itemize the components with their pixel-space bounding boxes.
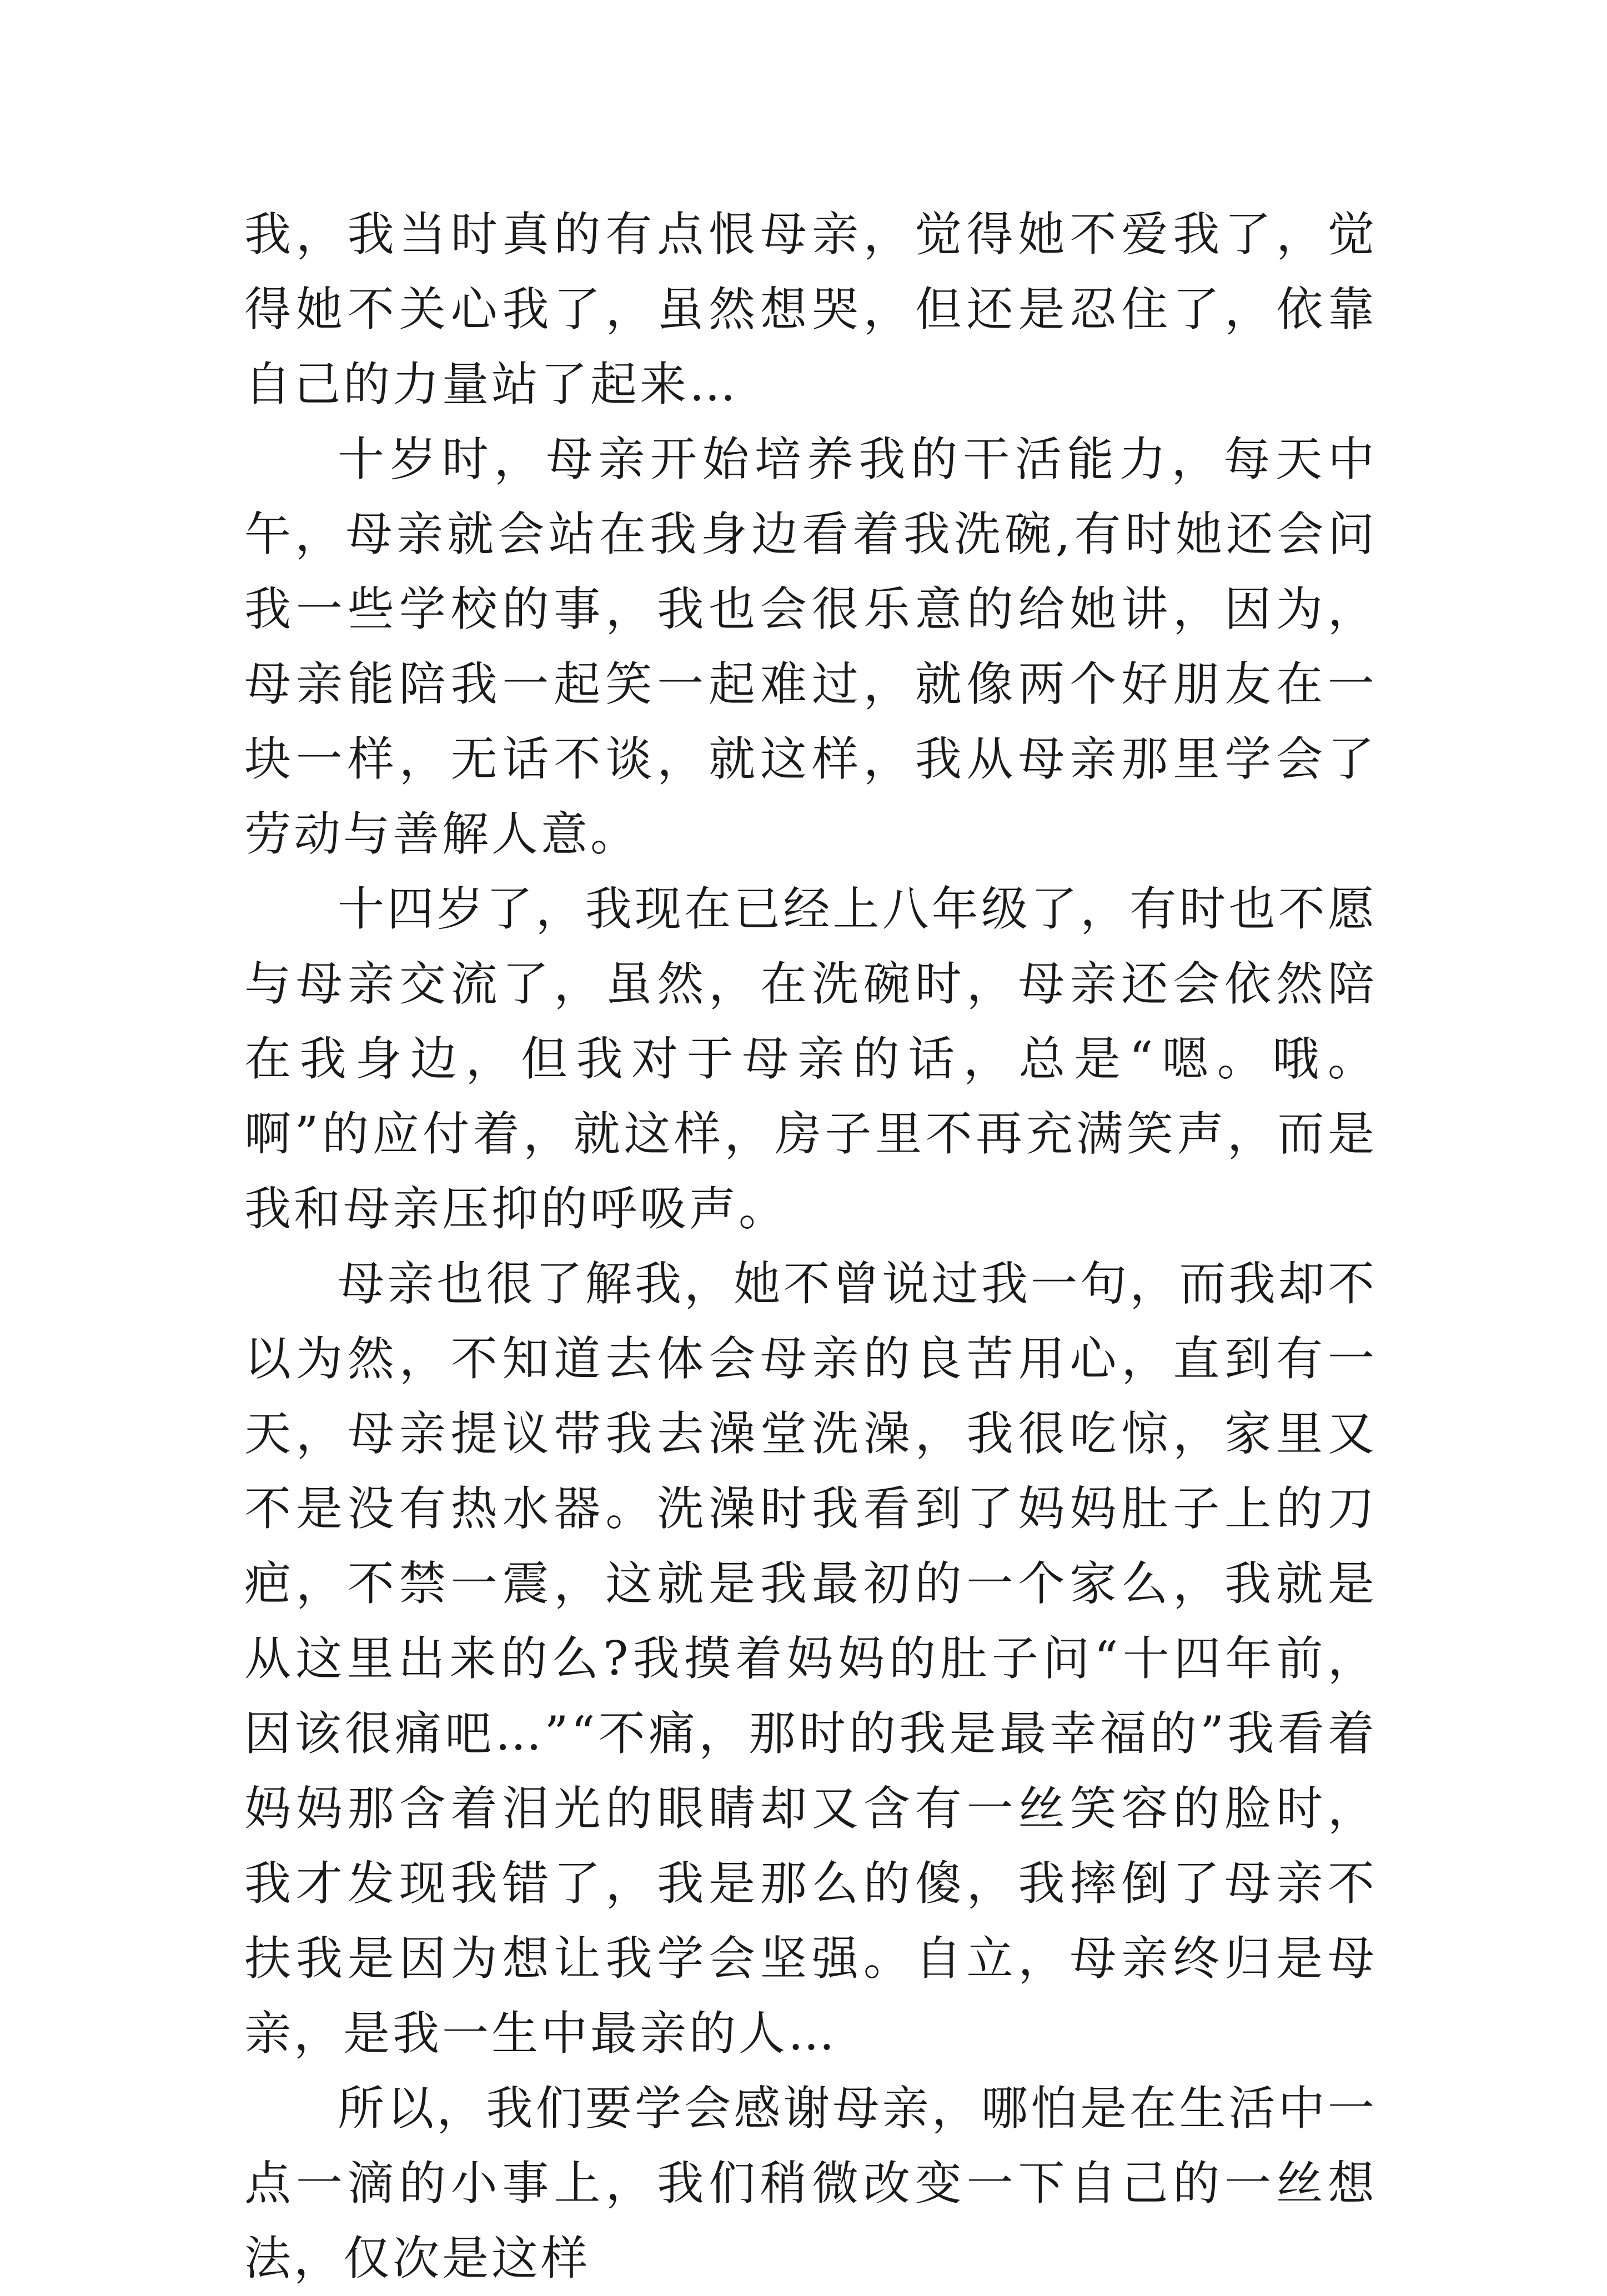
paragraph: 我，我当时真的有点恨母亲，觉得她不爱我了，觉得她不关心我了，虽然想哭，但还是忍住了，依靠自己的力量站了起来… [244,207,1377,411]
paragraph: 母亲也很了解我，她不曾说过我一句，而我却不以为然，不知道去体会母亲的良苦用心，直到有一天，母亲提议带我去澡堂洗澡，我很吃惊，家里又不是没有热水器。洗澡时我看到了妈妈肚子上的刀疤，不禁一震，这就是我最初的一个家么，我就是从这里出来的么?我摸着妈妈的肚子问“十四年前，因该很痛吧…”“不痛，那时的我是最幸福的”我看着妈妈那含着泪光的眼睛却又含有一丝笑容的脸时，我才发现我错了，我是那么的傻，我摔倒了母亲不扶我是因为想让我学会坚强。自立，母亲终归是母亲，是我一生中最亲的人… [244,1257,1377,2061]
paragraph: 十岁时，母亲开始培养我的干活能力，每天中午，母亲就会站在我身边看着我洗碗,有时她还会问我一些学校的事，我也会很乐意的给她讲，因为，母亲能陪我一起笑一起难过，就像两个好朋友在一块一样，无话不谈，就这样，我从母亲那里学会了劳动与善解人意。 [244,432,1377,861]
paragraph: 十四岁了，我现在已经上八年级了，有时也不愿与母亲交流了，虽然，在洗碗时，母亲还会依然陪在我身边，但我对于母亲的话，总是“嗯。哦。啊”的应付着，就这样，房子里不再充满笑声，而是我和母亲压抑的呼吸声。 [244,882,1377,1236]
paragraph: 所以，我们要学会感谢母亲，哪怕是在生活中一点一滴的小事上，我们稍微改变一下自己的一丝想法，仅次是这样 [244,2081,1377,2285]
document-body [244,197,1377,2296]
